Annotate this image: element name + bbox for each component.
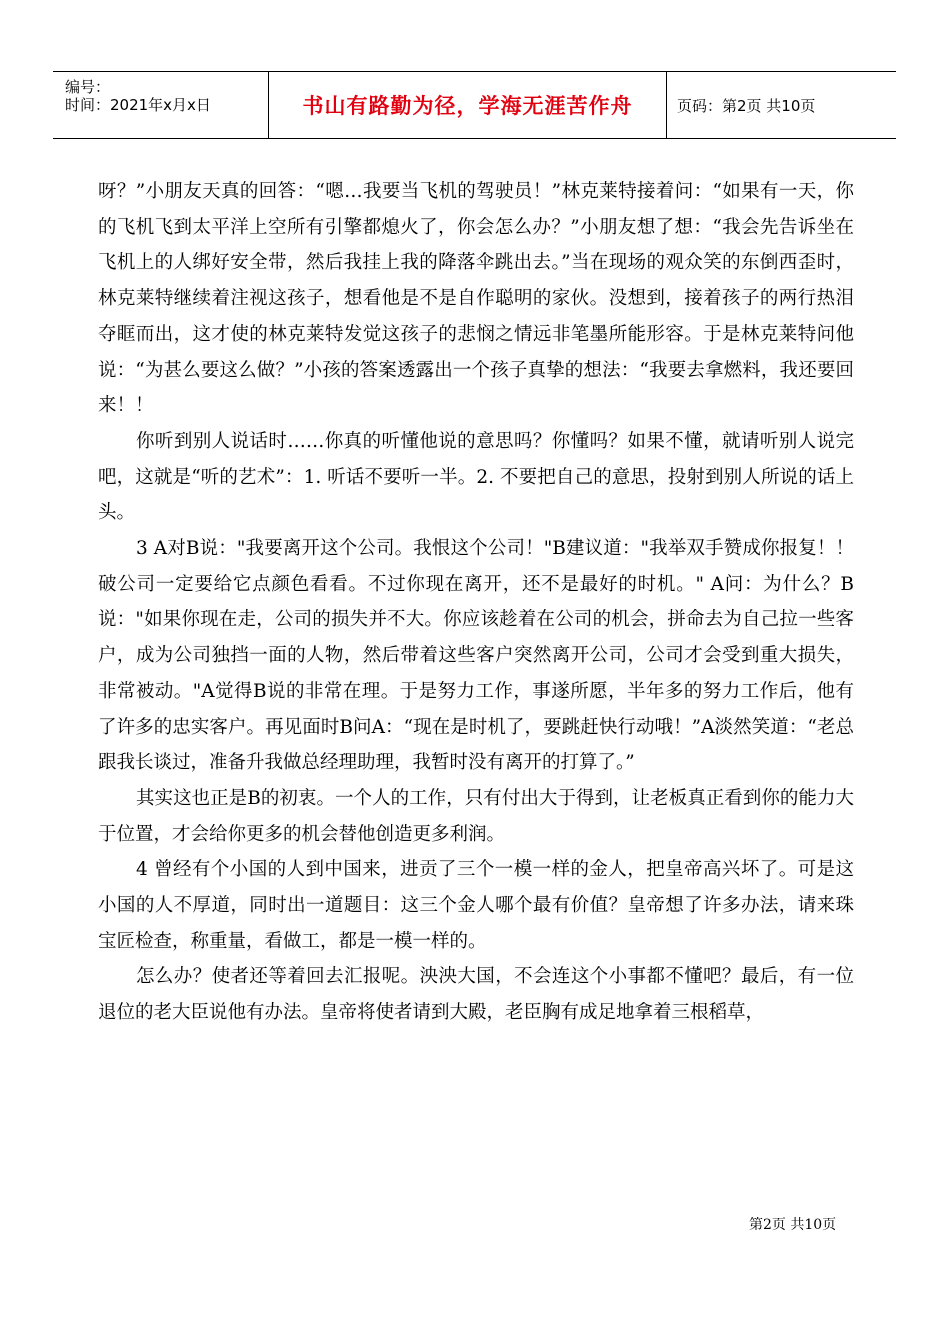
paragraph-5: 4 曾经有个小国的人到中国来，进贡了三个一模一样的金人，把皇帝高兴坏了。可是这小国的人不厚道，同时出一道题目：这三个金人哪个最有价值？皇帝想了许多办法，请来珠宝匠检查，称重量，看做工，都是一模一样的。 bbox=[98, 859, 854, 952]
document-body bbox=[98, 174, 854, 1031]
page-footer: 第2页 共10页 bbox=[749, 1217, 837, 1233]
header-page-number: 页码：第2页 共10页 bbox=[677, 96, 816, 115]
paragraph-6: 怎么办？使者还等着回去汇报呢。泱泱大国，不会连这个小事都不懂吧？最后，有一位退位的老大臣说他有办法。皇帝将使者请到大殿，老臣胸有成足地拿着三根稻草， bbox=[98, 966, 854, 1024]
header-motto: 书山有路勤为径，学海无涯苦作舟 bbox=[269, 72, 667, 138]
paragraph-2: 你听到别人说话时……你真的听懂他说的意思吗？你懂吗？如果不懂，就请听别人说完吧，这就是“听的艺术”：1. 听话不要听一半。2. 不要把自己的意思，投射到别人所说的话上头。 bbox=[98, 430, 854, 524]
header-meta-cell bbox=[53, 72, 269, 138]
paragraph-1: 呀？”小朋友天真的回答：“嗯…我要当飞机的驾驶员！”林克莱特接着问：“如果有一天，你的飞机飞到太平洋上空所有引擎都熄火了，你会怎么办？”小朋友想了想：“我会先告诉坐在飞机上的人绑好安全带，然后我挂上我的降落伞跳出去。”当在现场的观众笑的东倒西歪时，林克莱特继续着注视这孩子，想看他是不是自作聪明的家伙。没想到，接着孩子的两行热泪夺眶而出，这才使的林克莱特发觉这孩子的悲悯之情远非笔墨所能形容。于是林克莱特问他说：“为甚么要这么做？”小孩的答案透露出一个孩子真挚的想法：“我要去拿燃料，我还要回来！！ bbox=[98, 181, 854, 417]
document-time-label: 时间：2021年x月x日 bbox=[65, 96, 211, 114]
document-number-label: 编号： bbox=[65, 78, 111, 96]
page-header bbox=[53, 71, 896, 139]
paragraph-4: 其实这也正是B的初衷。一个人的工作，只有付出大于得到，让老板真正看到你的能力大于位置，才会给你更多的机会替他创造更多利润。 bbox=[98, 787, 854, 845]
paragraph-3: 3 A对B说："我要离开这个公司。我恨这个公司！"B建议道："我举双手赞成你报复！！破公司一定要给它点颜色看看。不过你现在离开，还不是最好的时机。" A问：为什么？B说："如果你现在走，公司的损失并不大。你应该趁着在公司的机会，拼命去为自己拉一些客户，成为公司独挡一面的人物，然后带着这些客户突然离开公司，公司才会受到重大损失，非常被动。"A觉得B说的非常在理。于是努力工作，事遂所愿，半年多的努力工作后，他有了许多的忠实客户。再见面时B问A：“现在是时机了，要跳赶快行动哦！”A淡然笑道：“老总跟我长谈过，准备升我做总经理助理，我暂时没有离开的打算了。” bbox=[98, 538, 854, 774]
